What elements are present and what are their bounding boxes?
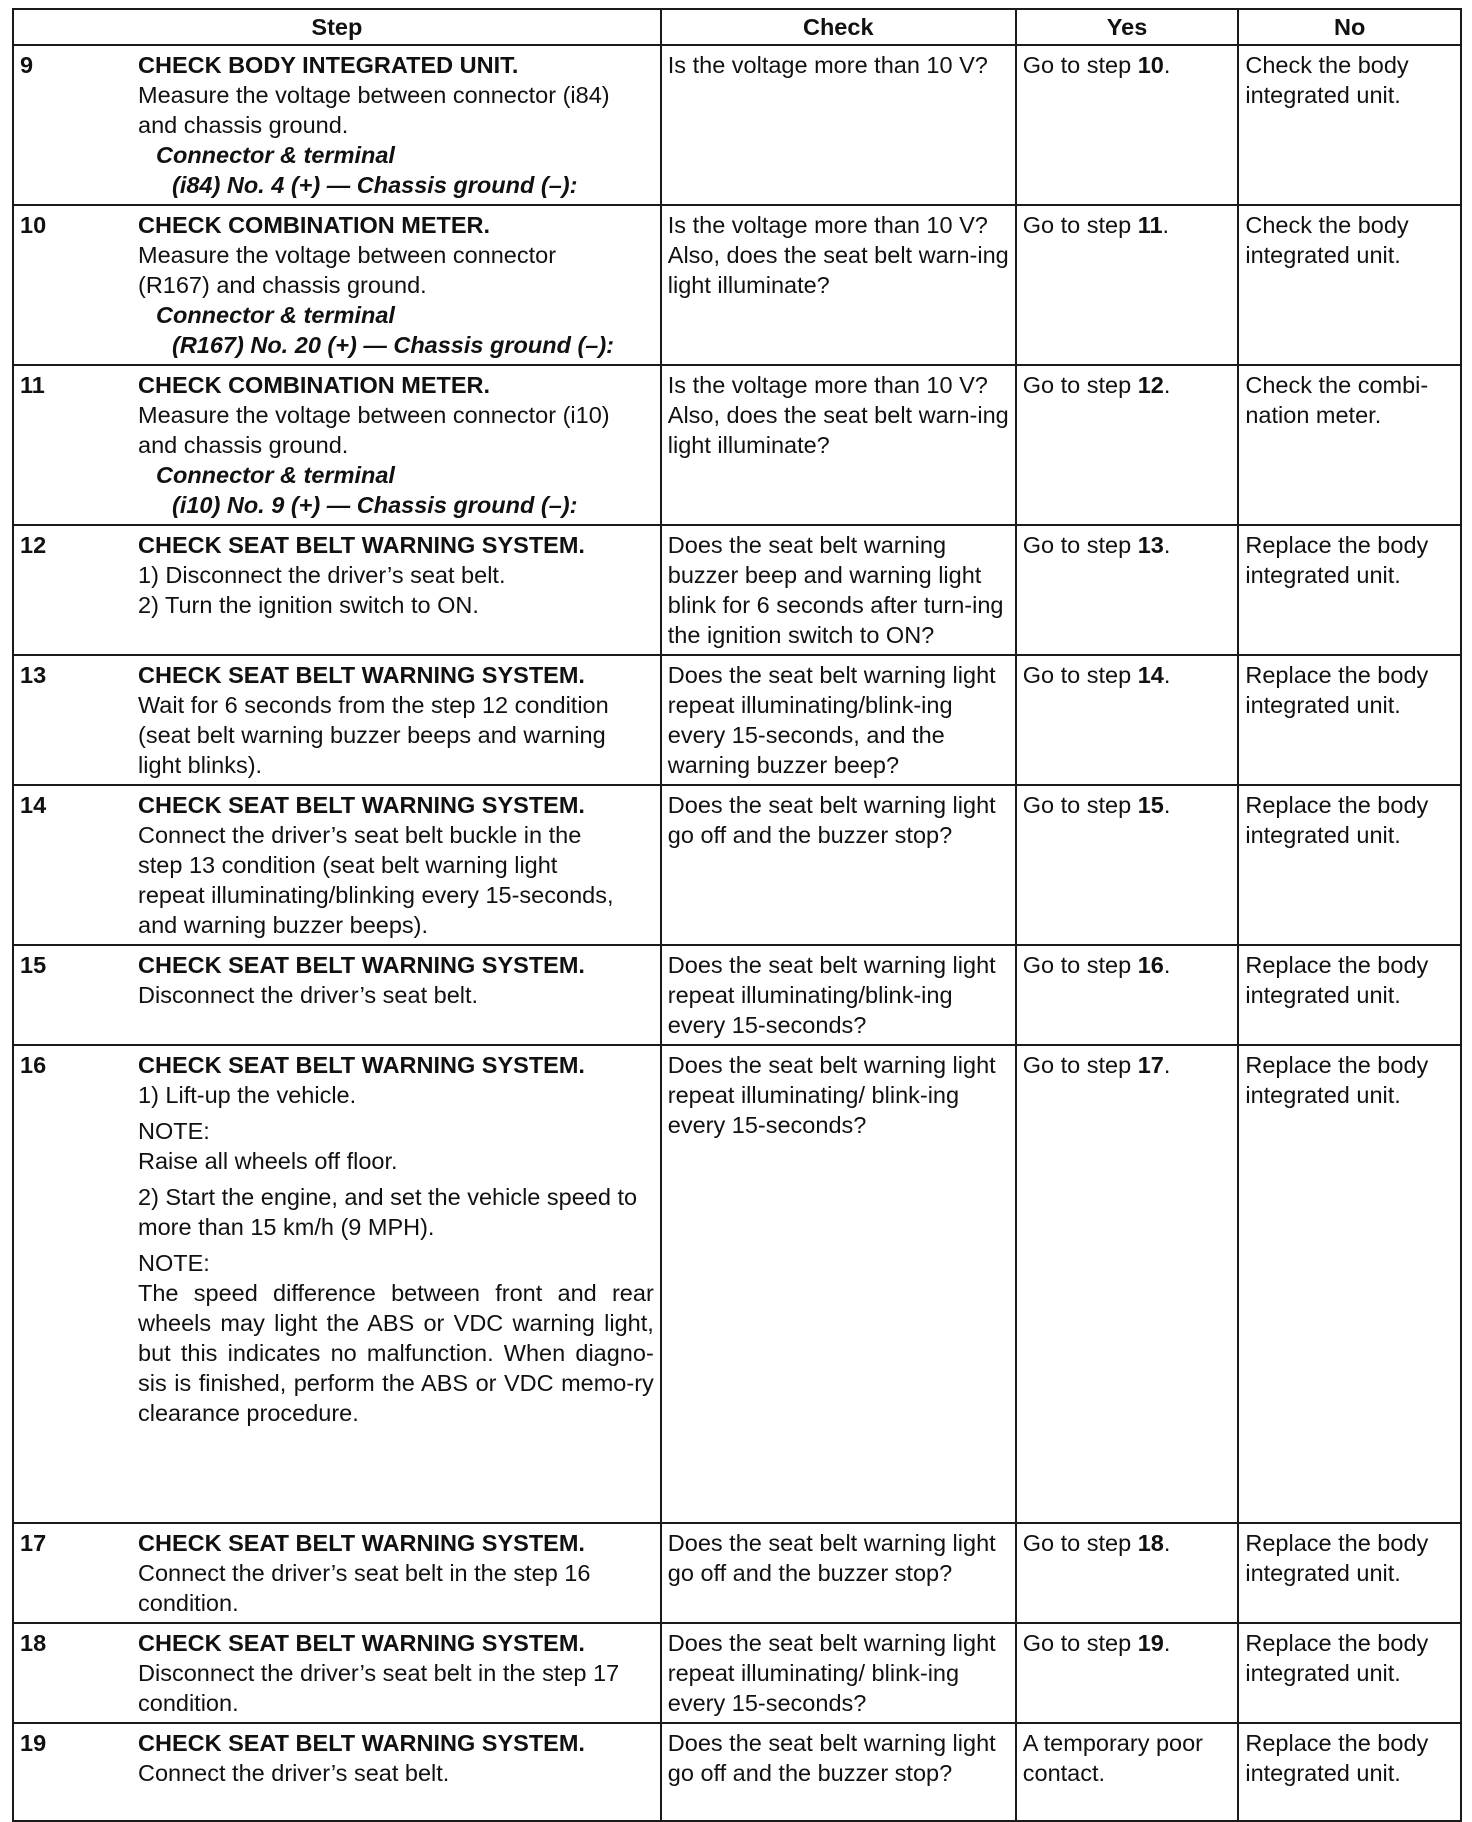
table-row	[13, 1623, 1461, 1723]
table-row	[13, 1523, 1461, 1623]
step-cell	[13, 945, 661, 1045]
step-text: repeat illuminating/blinking every 15-seconds,	[138, 882, 614, 908]
yes-text: Go to step	[1022, 952, 1138, 978]
step-title: CHECK SEAT BELT WARNING SYSTEM.	[138, 1530, 585, 1556]
yes-step-number: 15	[1137, 792, 1164, 818]
step-number: 10	[20, 212, 47, 238]
step-title: CHECK SEAT BELT WARNING SYSTEM.	[138, 1630, 585, 1656]
step-text: and chassis ground.	[138, 112, 349, 138]
step-cell	[13, 525, 661, 655]
yes-cell	[1016, 45, 1239, 205]
step-number: 18	[20, 1630, 47, 1656]
connector-terminal: (i10) No. 9 (+) — Chassis ground (–):	[172, 492, 578, 518]
check-cell: Does the seat belt warning light repeat illuminating/blink-ing every 15-seconds?	[661, 945, 1016, 1045]
step-cell	[13, 45, 661, 205]
no-cell: Check the body integrated unit.	[1238, 205, 1461, 365]
check-cell: Does the seat belt warning buzzer beep and warning light blink for 6 seconds after turn-ing the ignition switch to ON?	[661, 525, 1016, 655]
header-step: Step	[13, 9, 661, 45]
step-text: condition.	[138, 1690, 239, 1716]
yes-suffix: .	[1163, 1052, 1171, 1078]
yes-suffix: .	[1163, 952, 1171, 978]
no-cell: Replace the body integrated unit.	[1238, 525, 1461, 655]
step-title: CHECK BODY INTEGRATED UNIT.	[138, 52, 519, 78]
yes-cell: A temporary poor contact.	[1016, 1723, 1239, 1821]
step-cell	[13, 1623, 661, 1723]
no-cell: Replace the body integrated unit.	[1238, 945, 1461, 1045]
note-label: NOTE:	[138, 1250, 210, 1276]
step-title: CHECK COMBINATION METER.	[138, 372, 491, 398]
step-text: Connect the driver’s seat belt in the step 16	[138, 1560, 591, 1586]
step-number: 13	[20, 662, 47, 688]
yes-cell	[1016, 1045, 1239, 1523]
check-cell: Is the voltage more than 10 V? Also, does the seat belt warn-ing light illuminate?	[661, 205, 1016, 365]
step-number: 14	[20, 792, 47, 818]
step-number: 9	[20, 52, 34, 78]
no-cell: Check the body integrated unit.	[1238, 45, 1461, 205]
yes-step-number: 12	[1137, 372, 1164, 398]
step-title: CHECK SEAT BELT WARNING SYSTEM.	[138, 1730, 585, 1756]
step-text: Measure the voltage between connector	[138, 242, 557, 268]
yes-cell	[1016, 525, 1239, 655]
yes-suffix: .	[1162, 212, 1170, 238]
step-number: 19	[20, 1730, 47, 1756]
step-cell	[13, 1045, 661, 1523]
step-cell	[13, 655, 661, 785]
step-text: Connect the driver’s seat belt.	[138, 1760, 450, 1786]
yes-text: Go to step	[1022, 662, 1138, 688]
yes-suffix: .	[1163, 52, 1171, 78]
check-cell: Is the voltage more than 10 V? Also, does the seat belt warn-ing light illuminate?	[661, 365, 1016, 525]
no-cell: Replace the body integrated unit.	[1238, 1623, 1461, 1723]
yes-cell	[1016, 945, 1239, 1045]
step-text: and warning buzzer beeps).	[138, 912, 429, 938]
yes-suffix: .	[1163, 532, 1171, 558]
header-yes: Yes	[1016, 9, 1239, 45]
step-number: 17	[20, 1530, 47, 1556]
yes-step-number: 10	[1137, 52, 1164, 78]
yes-cell	[1016, 655, 1239, 785]
table-row	[13, 205, 1461, 365]
no-cell: Replace the body integrated unit.	[1238, 1723, 1461, 1821]
table-header-row	[13, 9, 1461, 45]
step-number: 15	[20, 952, 47, 978]
yes-cell	[1016, 1523, 1239, 1623]
yes-text: Go to step	[1022, 1052, 1138, 1078]
step-number: 12	[20, 532, 47, 558]
header-no: No	[1238, 9, 1461, 45]
yes-text: Go to step	[1022, 212, 1138, 238]
step-text: Connect the driver’s seat belt buckle in the	[138, 822, 582, 848]
step-text: light blinks).	[138, 752, 263, 778]
step-text: step 13 condition (seat belt warning light	[138, 852, 558, 878]
check-cell: Does the seat belt warning light go off and the buzzer stop?	[661, 785, 1016, 945]
diagnostic-table	[12, 8, 1462, 1822]
connector-terminal: (R167) No. 20 (+) — Chassis ground (–):	[172, 332, 615, 358]
yes-step-number: 11	[1137, 212, 1163, 238]
table-row	[13, 655, 1461, 785]
step-text: and chassis ground.	[138, 432, 349, 458]
step-text: 1) Lift-up the vehicle.	[138, 1082, 357, 1108]
note-text: The speed difference between front and rear wheels may light the ABS or VDC warning light, but this indicates no malfunction. When diagno-sis is finished, perform the ABS or VDC memo-ry clearance procedure.	[138, 1280, 654, 1426]
check-cell: Does the seat belt warning light repeat illuminating/blink-ing every 15-seconds, and the warning buzzer beep?	[661, 655, 1016, 785]
step-text: Wait for 6 seconds from the step 12 condition	[138, 692, 609, 718]
step-cell	[13, 785, 661, 945]
yes-suffix: .	[1163, 372, 1171, 398]
table-row	[13, 945, 1461, 1045]
step-text: (R167) and chassis ground.	[138, 272, 427, 298]
step-number: 16	[20, 1052, 47, 1078]
table-row	[13, 525, 1461, 655]
no-cell: Replace the body integrated unit.	[1238, 1045, 1461, 1523]
yes-step-number: 19	[1137, 1630, 1164, 1656]
yes-cell	[1016, 1623, 1239, 1723]
no-cell: Replace the body integrated unit.	[1238, 1523, 1461, 1623]
yes-suffix: .	[1163, 1630, 1171, 1656]
no-cell: Replace the body integrated unit.	[1238, 655, 1461, 785]
yes-text: Go to step	[1022, 52, 1138, 78]
check-cell: Does the seat belt warning light go off and the buzzer stop?	[661, 1723, 1016, 1821]
check-cell: Does the seat belt warning light go off and the buzzer stop?	[661, 1523, 1016, 1623]
yes-suffix: .	[1163, 1530, 1171, 1556]
step-text: 1) Disconnect the driver’s seat belt.	[138, 562, 506, 588]
yes-suffix: .	[1163, 792, 1171, 818]
connector-label: Connector & terminal	[156, 302, 395, 328]
step-cell	[13, 1723, 661, 1821]
yes-cell	[1016, 785, 1239, 945]
table-row	[13, 785, 1461, 945]
connector-label: Connector & terminal	[156, 462, 395, 488]
step-text: Disconnect the driver’s seat belt in the step 17	[138, 1660, 620, 1686]
header-check: Check	[661, 9, 1016, 45]
yes-text: Go to step	[1022, 372, 1138, 398]
step-text: 2) Turn the ignition switch to ON.	[138, 592, 479, 618]
step-text: condition.	[138, 1590, 239, 1616]
step-text: 2) Start the engine, and set the vehicle speed to more than 15 km/h (9 MPH).	[138, 1184, 638, 1240]
yes-text: Go to step	[1022, 1530, 1138, 1556]
yes-text: Go to step	[1022, 792, 1138, 818]
table-row	[13, 1723, 1461, 1821]
yes-text: Go to step	[1022, 532, 1138, 558]
connector-terminal: (i84) No. 4 (+) — Chassis ground (–):	[172, 172, 578, 198]
step-title: CHECK SEAT BELT WARNING SYSTEM.	[138, 792, 585, 818]
yes-suffix: .	[1163, 662, 1171, 688]
step-title: CHECK SEAT BELT WARNING SYSTEM.	[138, 532, 585, 558]
step-cell	[13, 205, 661, 365]
table-row	[13, 1045, 1461, 1523]
yes-text: Go to step	[1022, 1630, 1138, 1656]
note-label: NOTE:	[138, 1118, 210, 1144]
yes-step-number: 17	[1137, 1052, 1164, 1078]
step-title: CHECK SEAT BELT WARNING SYSTEM.	[138, 952, 585, 978]
step-text: (seat belt warning buzzer beeps and warning	[138, 722, 606, 748]
table-row	[13, 45, 1461, 205]
check-cell: Is the voltage more than 10 V?	[661, 45, 1016, 205]
connector-label: Connector & terminal	[156, 142, 395, 168]
step-text: Measure the voltage between connector (i10)	[138, 402, 610, 428]
note-text: Raise all wheels off floor.	[138, 1148, 398, 1174]
yes-cell	[1016, 205, 1239, 365]
yes-step-number: 14	[1137, 662, 1164, 688]
yes-cell	[1016, 365, 1239, 525]
step-cell	[13, 1523, 661, 1623]
step-title: CHECK COMBINATION METER.	[138, 212, 491, 238]
step-number: 11	[20, 372, 45, 398]
step-cell	[13, 365, 661, 525]
step-text: Disconnect the driver’s seat belt.	[138, 982, 479, 1008]
check-cell: Does the seat belt warning light repeat illuminating/ blink-ing every 15-seconds?	[661, 1623, 1016, 1723]
check-cell: Does the seat belt warning light repeat illuminating/ blink-ing every 15-seconds?	[661, 1045, 1016, 1523]
no-cell: Check the combi-nation meter.	[1238, 365, 1461, 525]
step-title: CHECK SEAT BELT WARNING SYSTEM.	[138, 662, 585, 688]
yes-step-number: 18	[1137, 1530, 1164, 1556]
yes-step-number: 16	[1137, 952, 1164, 978]
table-row	[13, 365, 1461, 525]
yes-step-number: 13	[1137, 532, 1164, 558]
step-title: CHECK SEAT BELT WARNING SYSTEM.	[138, 1052, 585, 1078]
no-cell: Replace the body integrated unit.	[1238, 785, 1461, 945]
step-text: Measure the voltage between connector (i84)	[138, 82, 610, 108]
